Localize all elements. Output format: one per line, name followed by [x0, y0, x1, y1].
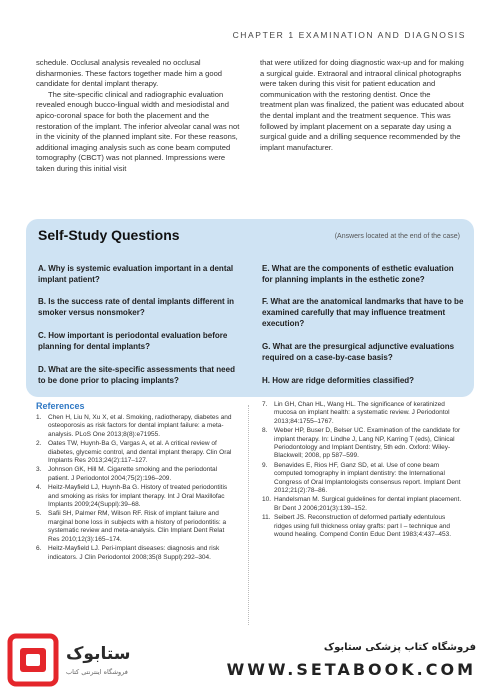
- logo-wordmark: ستابوک: [66, 644, 131, 664]
- logo-tagline: فروشگاه اینترنتی کتاب: [66, 668, 128, 676]
- question-c: C. How important is periodontal evaluation before planning for dental implants?: [38, 331, 228, 351]
- store-url-link[interactable]: WWW.SETABOOK.COM: [226, 660, 476, 679]
- question-e: E. What are the components of esthetic evaluation for planning implants in the esthetic zone?: [262, 264, 454, 284]
- body-column-left: [36, 58, 240, 175]
- reference-item: 4. Heitz-Mayfield LJ, Huynh-Ba G. History of treated periodontitis and smoking as risks for implant therapy. Int J Oral Maxillofac Implants 2009;24(Suppl):39–68.: [36, 484, 228, 509]
- body-column-right: [260, 58, 464, 153]
- reference-item: 1. Chen H, Liu N, Xu X, et al. Smoking, radiotherapy, diabetes and osteoporosis as risk factors for dental implant failure: a meta-analysis. PLoS One 2013;8(8):e71955.: [36, 414, 232, 438]
- setabook-logo-icon: [6, 630, 64, 692]
- self-study-box: [26, 219, 474, 397]
- reference-item: 7. Lin GH, Chan HL, Wang HL. The significance of keratinized mucosa on implant health: a systematic review. J Periodontol 2013;84:1755–1767.: [262, 401, 450, 425]
- reference-item: 3. Johnson GK, Hill M. Cigarette smoking and the periodontal patient. J Periodontol 2004;75(2):196–209.: [36, 466, 218, 482]
- question-d: D. What are the site-specific assessments that need to be done prior to placing implants?: [38, 365, 235, 385]
- reference-item: 2. Oates TW, Huynh-Ba G, Vargas A, et al. A critical review of diabetes, glycemic control, and dental implant therapy. Clin Oral Implants Res 2013;24(2):117–127.: [36, 440, 232, 465]
- body-paragraph: that were utilized for doing diagnostic wax-up and for making a surgical guide. Extraoral and intraoral clinical photographs were taken during this visit for patient education and communication with the restoring dentist. Once the treatment plan was finalized, the patient was educated about the dental implant and the treatment sequence. This was followed by implant placement on a separate day using a surgical guide and a drilling sequence recommended by the implant manufacturer.: [260, 58, 464, 152]
- question-f: F. What are the anatomical landmarks that have to be examined carefully that may influence treatment execution?: [262, 297, 464, 328]
- reference-item: 6. Heitz-Mayfield LJ. Peri-implant diseases: diagnosis and risk indicators. J Clin Periodontol 2008;35(8 Suppl):292–304.: [36, 545, 220, 561]
- question-g: G. What are the presurgical adjunctive evaluations required on a case-by-case basis?: [262, 342, 455, 362]
- reference-item: 9. Benavides E, Rios HF, Ganz SD, et al. Use of cone beam computed tomography in implant dentistry: the International Congress of Oral Implantologists consensus report. Implant Dent 2012;21(2):78–86.: [262, 461, 461, 495]
- column-divider: [248, 405, 249, 625]
- body-paragraph: The site-specific clinical and radiographic evaluation revealed enough bucco-lingual width and mesiodistal and apico-coronal space for both the placement and the restoration of the implant. The inferior alveolar canal was not in the vicinity of the planned implant site. For these reasons, additional imaging analysis such as cone beam computed tomography (CBCT) was not planned. Impressions were taken during this initial visit: [36, 89, 240, 173]
- running-header: CHAPTER 1 EXAMINATION AND DIAGNOSIS: [232, 30, 466, 40]
- references-heading: References: [36, 401, 85, 411]
- question-h: H. How are ridge deformities classified?: [262, 376, 415, 385]
- reference-item: 5. Safii SH, Palmer RM, Wilson RF. Risk of implant failure and marginal bone loss in subjects with a history of periodontitis: a systematic review and meta-analysis. Clin Implant Dent Relat Res 2010;12(3):165–174.: [36, 510, 227, 543]
- reference-item: 8. Weber HP, Buser D, Belser UC. Examination of the candidate for implant therapy. In: Lindhe J, Lang NP, Karring T (eds), Clinical Periodontology and Implant Dentistry, 5th edn. Oxford: Wiley-Blackwell; 2008, pp 587–599.: [262, 427, 461, 460]
- self-study-note: (Answers located at the end of the case): [334, 233, 460, 240]
- watermark-footer: [0, 630, 500, 700]
- self-study-title: Self-Study Questions: [38, 227, 180, 243]
- references-list-right: [262, 401, 462, 541]
- question-b: B. Is the success rate of dental implants different in smoker versus nonsmoker?: [38, 297, 235, 317]
- question-a: A. Why is systemic evaluation important in a dental implant patient?: [38, 264, 234, 284]
- body-paragraph: schedule. Occlusal analysis revealed no occlusal disharmonies. These factors together made him a good candidate for dental implant therapy.: [36, 58, 223, 89]
- references-list-left: [36, 414, 236, 563]
- reference-item: 10. Handelsman M. Surgical guidelines for dental implant placement. Br Dent J 2006;201(3):139–152.: [262, 496, 462, 512]
- store-name: فروشگاه کتاب پزشکی ستابوک: [323, 642, 476, 653]
- reference-item: 11. Seibert JS. Reconstruction of deformed partially edentulous ridges using full thickness onlay grafts: part I – technique and wound healing. Compend Contin Educ Dent 1983;4:437–453.: [262, 514, 452, 539]
